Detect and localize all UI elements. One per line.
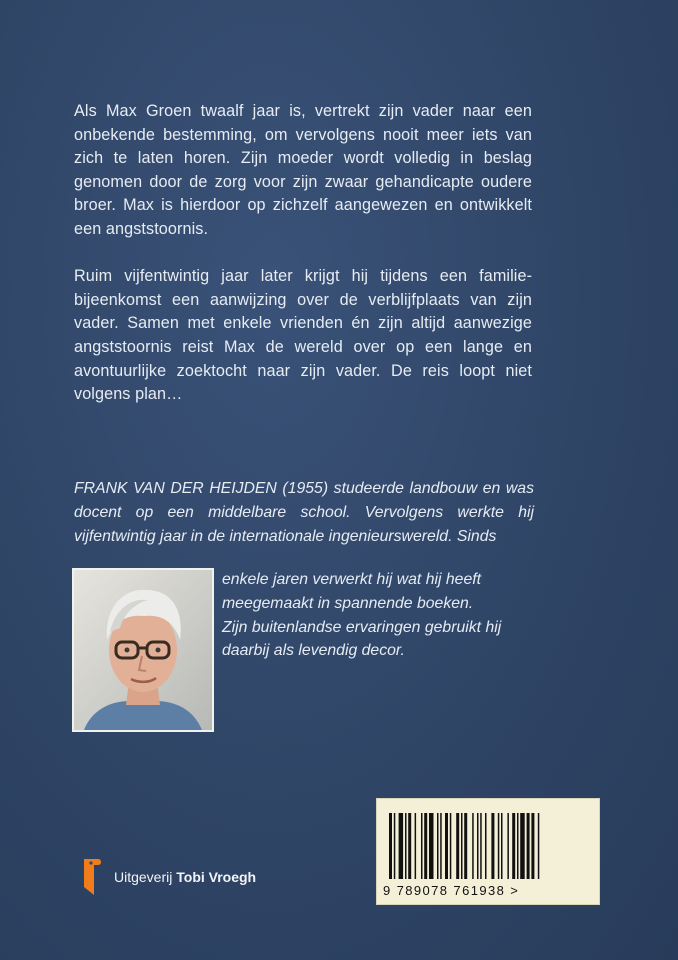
synopsis-paragraph-1: Als Max Groen twaalf jaar is, vertrekt zijn vader naar een onbekende bestemming, om vervolgens nooit meer iets van zich te laten horen. Zijn moeder wordt volledig in beslag genomen door de zorg voor zijn zwaar gehandicapte oudere broer. Max is hierdoor op zichzelf aangewezen en ontwikkelt een angststoornis. bbox=[74, 102, 532, 238]
author-bio-line: daarbij als levendig decor. bbox=[222, 642, 405, 660]
synopsis bbox=[74, 100, 532, 407]
author-portrait-icon bbox=[74, 570, 212, 730]
author-bio-continued bbox=[222, 568, 542, 663]
publisher-logo bbox=[82, 855, 256, 899]
author-bio-line: Zijn buitenlandse ervaringen gebruikt hij bbox=[222, 618, 502, 636]
author-bio-intro: FRANK VAN DER HEIJDEN (1955) studeerde landbouw en was docent op een middelbare school. Vervolgens werkte hij vijfentwintig jaar in de internationale ingenieurswereld. Sinds bbox=[74, 480, 534, 545]
author-photo bbox=[72, 568, 214, 732]
barcode-icon bbox=[389, 813, 587, 881]
author-bio-line: enkele jaren verwerkt hij wat hij heeft bbox=[222, 571, 482, 588]
isbn-number: 9 789078 761938 > bbox=[383, 883, 520, 898]
publisher-prefix: Uitgeverij bbox=[114, 869, 173, 885]
author-bio-line: meegemaakt in spannende boeken. bbox=[222, 594, 474, 612]
publisher-bird-icon bbox=[82, 855, 104, 899]
synopsis-paragraph-2: Ruim vijfentwintig jaar later krijgt hij tijdens een familiebijeenkomst een aanwijzing over de verblijfplaats van zijn vader. Samen met enkele vrienden én zijn altijd aanwezige angststoornis reist Max de wereld over op een lange en avontuurlijke zoektocht naar zijn vader. De reis loopt niet volgens plan… bbox=[74, 267, 532, 404]
publisher-name bbox=[114, 869, 256, 885]
publisher-brand: Tobi Vroegh bbox=[176, 869, 257, 885]
isbn-barcode bbox=[376, 798, 600, 905]
